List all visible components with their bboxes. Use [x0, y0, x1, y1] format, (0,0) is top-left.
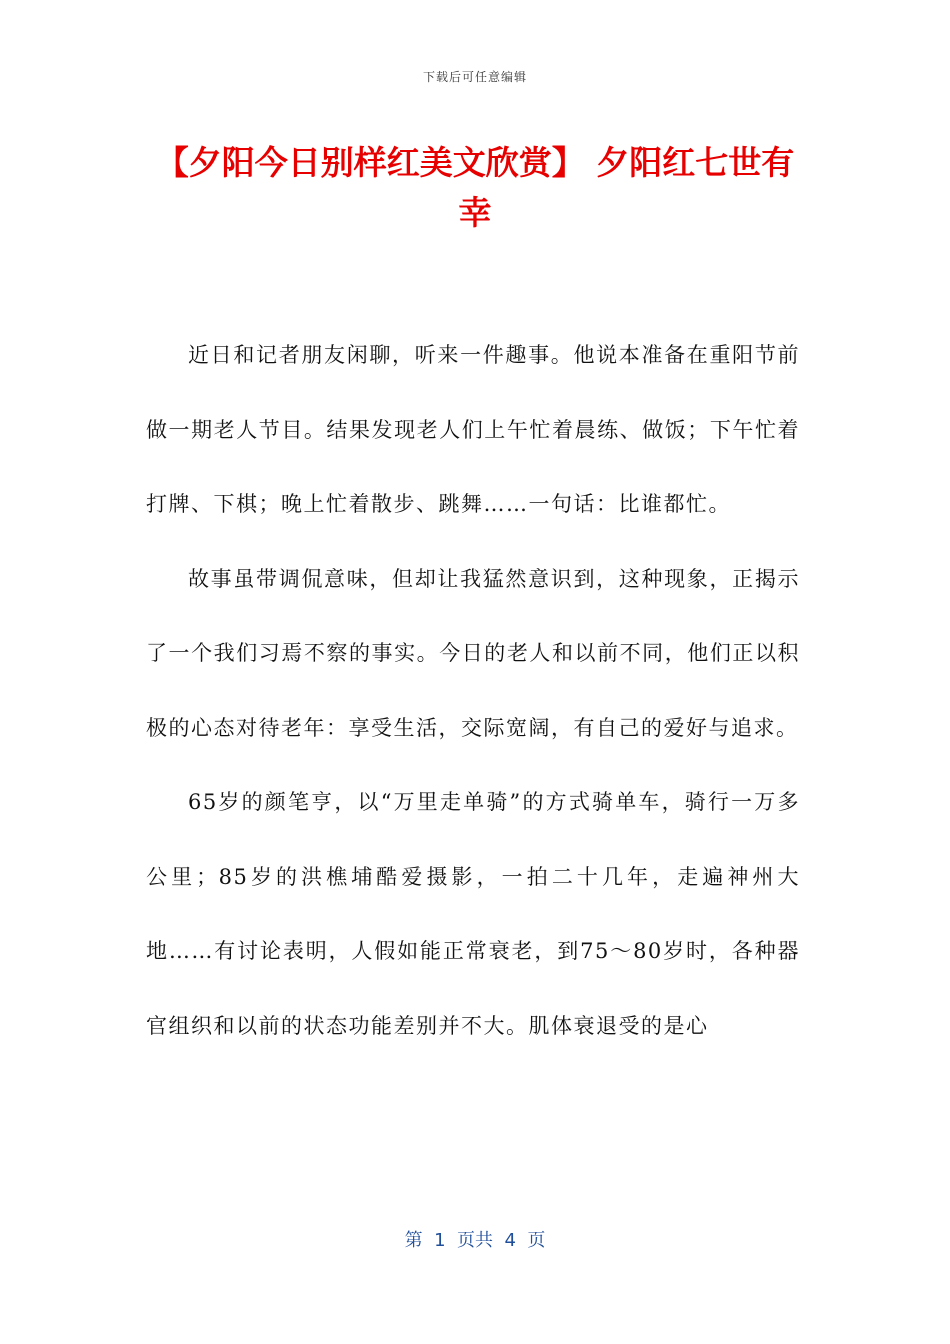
- paragraph-1: 近日和记者朋友闲聊，听来一件趣事。他说本准备在重阳节前做一期老人节目。结果发现老人们上午忙着晨练、做饭；下午忙着打牌、下棋；晚上忙着散步、跳舞……一句话：比谁都忙。: [146, 343, 800, 516]
- article-body: [146, 318, 800, 1063]
- download-edit-note: 下载后可任意编辑: [422, 70, 527, 84]
- paragraph-2: 故事虽带调侃意味，但却让我猛然意识到，这种现象，正揭示了一个我们习焉不察的事实。今日的老人和以前不同，他们正以积极的心态对待老年：享受生活，交际宽阔，有自己的爱好与追求。: [146, 566, 800, 740]
- document-title: 【夕阳今日别样红美文欣赏】 夕阳红七世有幸: [155, 143, 795, 232]
- page-number: 第 1 页共 4 页: [404, 1230, 546, 1251]
- paragraph-3: 65岁的颜笔亨，以“万里走单骑”的方式骑单车，骑行一万多公里；85岁的洪樵埔酷爱摄影，一拍二十几年，走遍神州大地……有讨论表明，人假如能正常衰老，到75～80岁时，各种器官组织和以前的状态功能差别并不大。肌体衰退受的是心: [146, 790, 800, 1038]
